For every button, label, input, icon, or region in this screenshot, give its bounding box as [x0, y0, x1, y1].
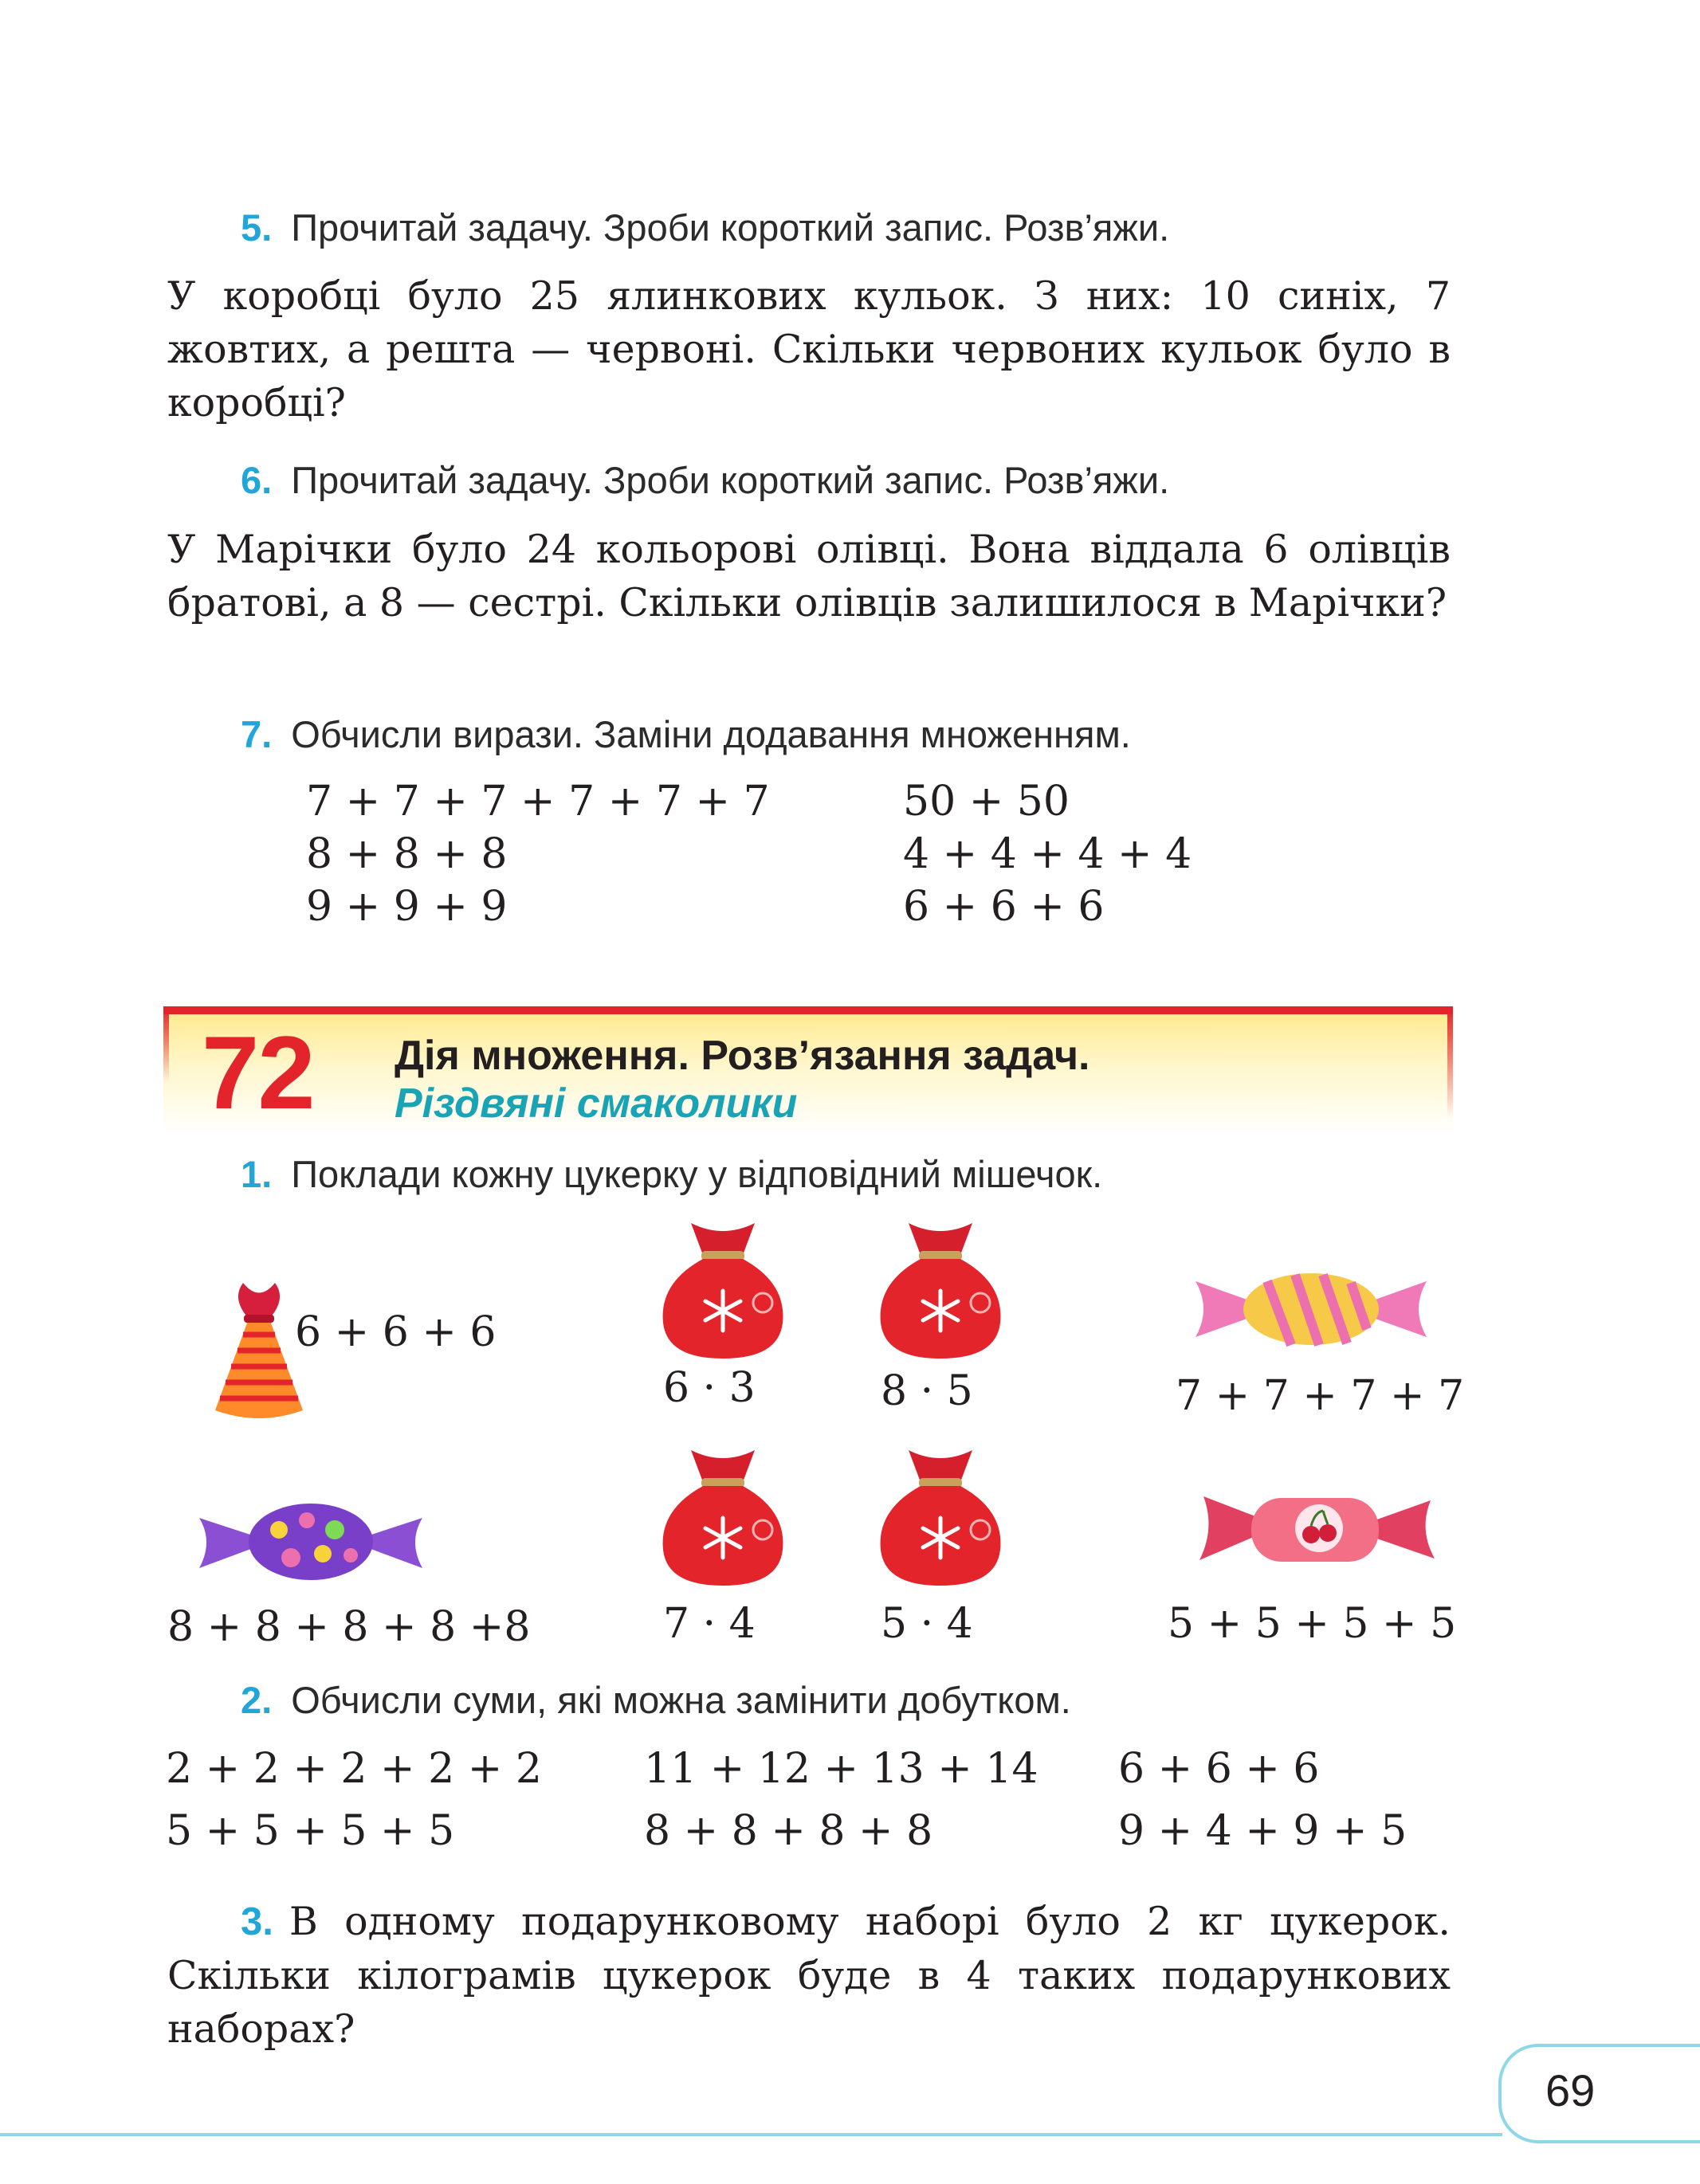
header-right-border	[1447, 1006, 1453, 1118]
candy-expression: 7 + 7 + 7 + 7	[1176, 1372, 1465, 1420]
expression: 2 + 2 + 2 + 2 + 2	[166, 1745, 542, 1793]
instruction-text: Прочитай задачу. Зроби короткий запис. Розв’яжи.	[291, 459, 1170, 501]
gift-bag-icon[interactable]	[873, 1446, 1008, 1590]
task-6-problem: У Марічки було 24 кольорові олівці. Вона віддала 6 олівців братові, а 8 — сестрі. Скільки олівців залишилося в Марічки?	[167, 527, 1451, 625]
expression: 9 + 9 + 9	[306, 883, 508, 931]
lesson-number: 72	[202, 1014, 314, 1131]
expression: 5 + 5 + 5 + 5	[166, 1807, 455, 1855]
lesson-header	[163, 1006, 1453, 1134]
candy-expression: 6 + 6 + 6	[295, 1308, 497, 1356]
bag-expression: 5 · 4	[881, 1600, 973, 1648]
bag-expression: 8 · 5	[881, 1367, 973, 1415]
gift-bag-icon[interactable]	[873, 1219, 1008, 1363]
expression: 6 + 6 + 6	[903, 883, 1105, 931]
task-5-problem: У коробці було 25 ялинкових кульок. З них: 10 синіх, 7 жовтих, а решта — червоні. Скільки червоних кульок було в коробці?	[167, 273, 1451, 425]
expression: 11 + 12 + 13 + 14	[644, 1745, 1038, 1793]
page-number: 69	[1545, 2065, 1596, 2115]
gift-bag-icon[interactable]	[655, 1219, 791, 1363]
instruction-text: Обчисли суми, які можна замінити добутком.	[291, 1679, 1071, 1721]
expression: 6 + 6 + 6	[1118, 1745, 1320, 1793]
polka-dot-candy-icon[interactable]	[199, 1498, 422, 1586]
task-7-instruction	[241, 711, 1131, 759]
lesson-subtitle: Різдвяні смаколики	[395, 1080, 798, 1127]
gift-bag-icon[interactable]	[655, 1446, 791, 1590]
expression: 8 + 8 + 8	[306, 830, 508, 878]
task-number: 6.	[241, 459, 273, 501]
task-number: 3.	[241, 1900, 273, 1943]
header-top-border	[163, 1006, 1453, 1014]
cherry-candy-icon[interactable]	[1195, 1480, 1435, 1576]
lesson-title: Дія множення. Розв’язання задач.	[395, 1033, 1090, 1079]
bag-expression: 6 · 3	[663, 1364, 756, 1412]
candy-expression: 8 + 8 + 8 + 8 +8	[167, 1603, 531, 1651]
task-1-instruction	[241, 1151, 1102, 1198]
expression: 9 + 4 + 9 + 5	[1118, 1807, 1408, 1855]
bag-expression: 7 · 4	[663, 1600, 756, 1648]
candy-expression: 5 + 5 + 5 + 5	[1168, 1600, 1457, 1648]
task-number: 7.	[241, 713, 273, 755]
task-number: 1.	[241, 1153, 273, 1195]
instruction-text: Обчисли вирази. Заміни додавання множенням.	[291, 713, 1131, 755]
problem-text: В одному подарунковому наборі було 2 кг цукерок. Скільки кілограмів цукерок буде в 4 таких подарункових наборах?	[167, 1899, 1451, 2052]
header-left-border	[163, 1006, 169, 1082]
task-6-instruction	[241, 457, 1169, 504]
striped-candy-icon[interactable]	[1195, 1265, 1427, 1353]
task-3-problem	[167, 1895, 1451, 2056]
task-2-instruction	[241, 1676, 1071, 1724]
expression: 8 + 8 + 8 + 8	[644, 1807, 933, 1855]
page-number-tab	[1498, 2044, 1700, 2143]
task-number: 2.	[241, 1679, 273, 1721]
instruction-text: Прочитай задачу. Зроби короткий запис. Розв’яжи.	[291, 206, 1170, 249]
expression: 7 + 7 + 7 + 7 + 7 + 7	[306, 778, 770, 825]
bottom-rule	[0, 2133, 1502, 2136]
instruction-text: Поклади кожну цукерку у відповідний мішечок.	[291, 1153, 1103, 1195]
task-number: 5.	[241, 206, 273, 249]
expression: 4 + 4 + 4 + 4	[903, 830, 1192, 878]
task-5-instruction	[241, 204, 1169, 252]
expression: 50 + 50	[903, 778, 1070, 825]
